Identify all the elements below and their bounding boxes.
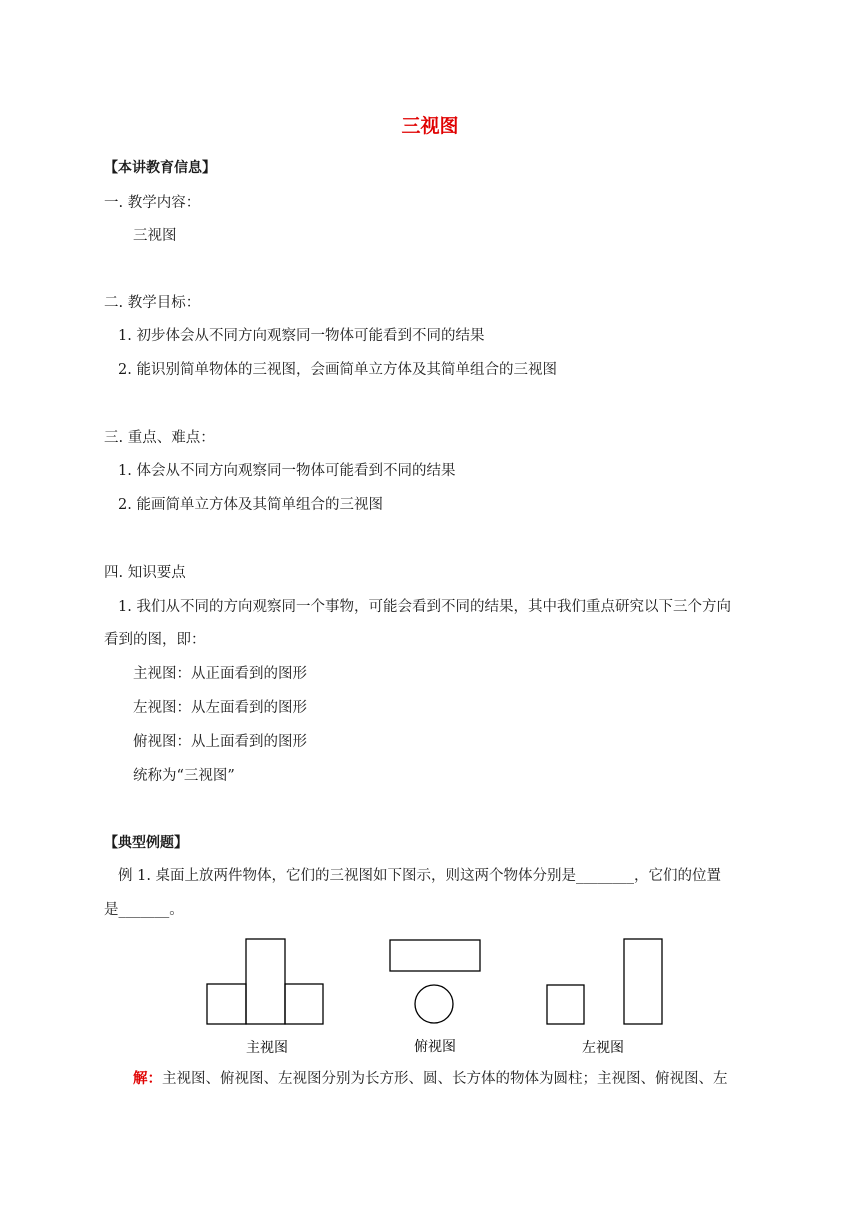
view-definition-top: 俯视图：从上面看到的图形 [133,734,307,750]
section-2-heading: 二. 教学目标： [104,295,201,311]
solution-label: 解： [133,1070,162,1087]
section-1-heading: 一. 教学内容： [104,195,201,211]
solution-text: 主视图、俯视图、左视图分别为长方形、圆、长方体的物体为圆柱；主视图、俯视图、左 [162,1071,728,1087]
left-view-tall-rectangle [624,939,662,1024]
front-view-center-tall-block [246,939,285,1024]
caption-front-view: 主视图 [246,1040,288,1056]
top-view-circle [415,985,453,1023]
caption-left-view: 左视图 [582,1040,624,1056]
section-1-content: 三视图 [133,228,177,244]
section-3-item-1: 1. 体会从不同方向观察同一物体可能看到不同的结果 [118,463,456,479]
left-view-square [547,985,584,1024]
section-4-item-1-line-2: 看到的图，即： [104,632,206,648]
section-header-examples: 【典型例题】 [104,835,188,851]
view-definition-front: 主视图：从正面看到的图形 [133,666,307,682]
solution-line [133,1069,728,1089]
caption-top-view: 俯视图 [414,1039,456,1055]
section-2-item-1: 1. 初步体会从不同方向观察同一物体可能看到不同的结果 [118,328,485,344]
three-views-summary: 统称为“三视图” [133,768,235,784]
top-view-rectangle [390,940,480,971]
section-2-item-2: 2. 能识别简单物体的三视图，会画简单立方体及其简单组合的三视图 [118,362,557,378]
section-4-item-1-line-1: 1. 我们从不同的方向观察同一个事物，可能会看到不同的结果，其中我们重点研究以下三个方向 [118,599,731,615]
section-3-heading: 三. 重点、难点： [104,430,215,446]
front-view-right-cube [285,984,323,1024]
front-view-left-cube [207,984,246,1024]
section-header-info: 【本讲教育信息】 [104,160,216,176]
section-3-item-2: 2. 能画简单立方体及其简单组合的三视图 [118,497,383,513]
example-1-line-1: 例 1. 桌面上放两件物体，它们的三视图如下图示，则这两个物体分别是________，它们的位置 [118,868,722,884]
example-1-line-2: 是_______。 [104,902,184,918]
view-definition-left: 左视图：从左面看到的图形 [133,700,307,716]
section-4-heading: 四. 知识要点 [104,565,186,581]
page-title: 三视图 [401,115,459,137]
